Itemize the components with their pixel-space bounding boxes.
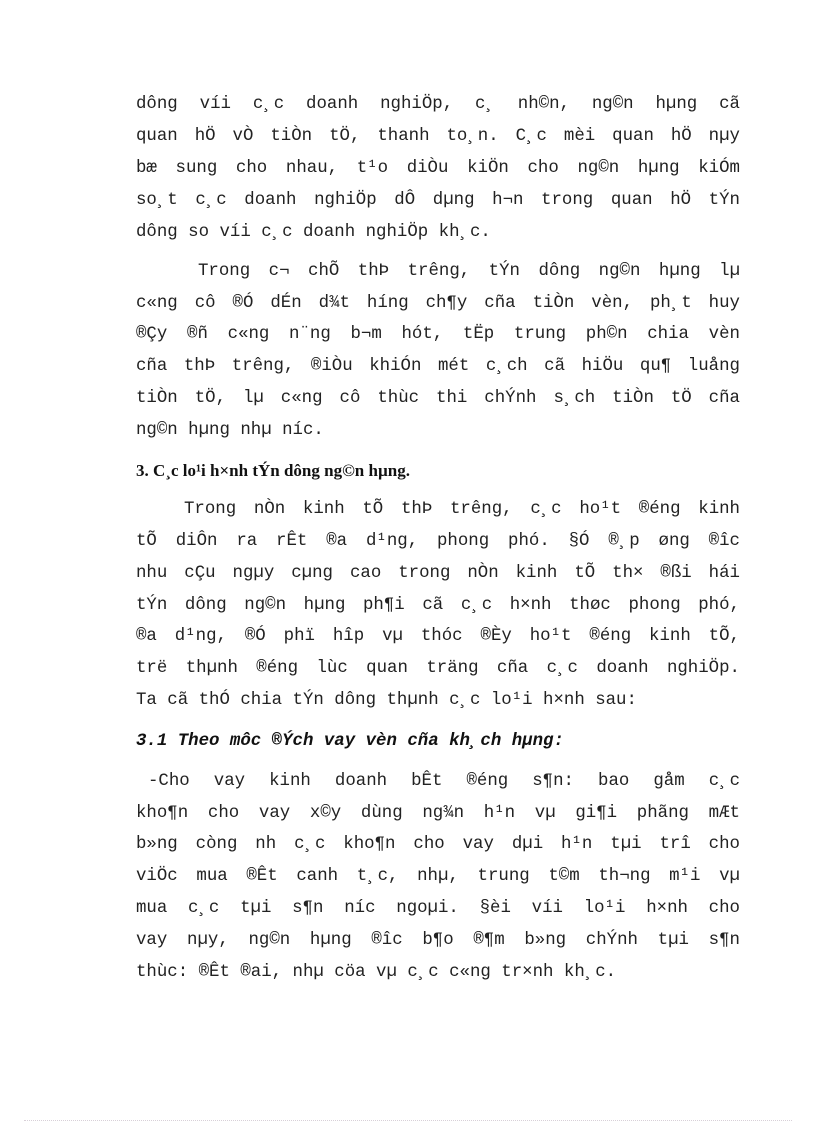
text-line: dông so víi c¸c doanh nghiÖp kh¸c. [136,223,491,242]
text-line: ®Çy ®ñ c«ng n¨ng b¬m hót, tËp trung ph©n chia vèn [136,325,740,344]
subsection-heading: 3.1 Theo môc ®Ých vay vèn cña kh¸ch hµng: [136,732,564,751]
text-line: so¸t c¸c doanh nghiÖp dÔ dµng h¬n trong quan hÖ tÝn [136,191,740,210]
text-line: ®a d¹ng, ®Ó phï hîp vµ thóc ®Èy ho¹t ®éng kinh tÕ, [136,627,740,646]
text-line: tÝn dông ng©n hµng ph¶i cã c¸c h×nh thøc phong phó, [136,596,740,615]
text-line: mua c¸c tµi s¶n níc ngoµi. §èi víi lo¹i h×nh cho [136,899,740,918]
text-line: thùc: ®Êt ®ai, nhµ cöa vµ c¸c c«ng tr×nh kh¸c. [136,963,617,982]
text-line: Trong nÒn kinh tÕ thÞ trêng, c¸c ho¹t ®éng kinh [184,500,740,519]
page-boundary-rule [24,1120,792,1121]
text-line: trë thµnh ®éng lùc quan träng cña c¸c doanh nghiÖp. [136,659,740,678]
text-line: vay nµy, ng©n hµng ®îc b¶o ®¶m b»ng chÝnh tµi s¶n [136,931,740,950]
text-line: dông víi c¸c doanh nghiÖp, c¸ nh©n, ng©n hµng cã [136,95,740,114]
text-line: tiÒn tÖ, lµ c«ng cô thùc thi chÝnh s¸ch tiÒn tÖ cña [136,389,740,408]
text-line: ng©n hµng nhµ níc. [136,421,324,440]
text-line: viÖc mua ®Êt canh t¸c, nhµ, trung t©m th¬ng m¹i vµ [136,867,740,886]
text-line: kho¶n cho vay x©y dùng ng¾n h¹n vµ gi¶i phãng mÆt [136,804,740,823]
text-line: Trong c¬ chÕ thÞ trêng, tÝn dông ng©n hµng lµ [198,262,740,281]
text-line: b»ng còng nh c¸c kho¶n cho vay dµi h¹n tµi trî cho [136,835,740,854]
text-line: -Cho vay kinh doanh bÊt ®éng s¶n: bao gåm c¸c [148,772,740,791]
section-heading: 3. C¸c lo¹i h×nh tÝn dông ng©n hµng. [136,461,410,480]
text-line: tÕ diÔn ra rÊt ®a d¹ng, phong phó. §Ó ®¸p øng ®îc [136,532,740,551]
text-line: quan hÖ vÒ tiÒn tÖ, thanh to¸n. C¸c mèi quan hÖ nµy [136,127,740,146]
text-line: nhu cÇu ngµy cµng cao trong nÒn kinh tÕ th× ®ßi hái [136,564,740,583]
text-line: c«ng cô ®Ó dÉn d¾t híng ch¶y cña tiÒn vèn, ph¸t huy [136,294,740,313]
text-line: Ta cã thÓ chia tÝn dông thµnh c¸c lo¹i h×nh sau: [136,691,637,710]
text-line: cña thÞ trêng, ®iÒu khiÓn mét c¸ch cã hiÖu qu¶ luång [136,357,740,376]
text-line: bæ sung cho nhau, t¹o diÒu kiÖn cho ng©n hµng kiÓm [136,159,740,178]
